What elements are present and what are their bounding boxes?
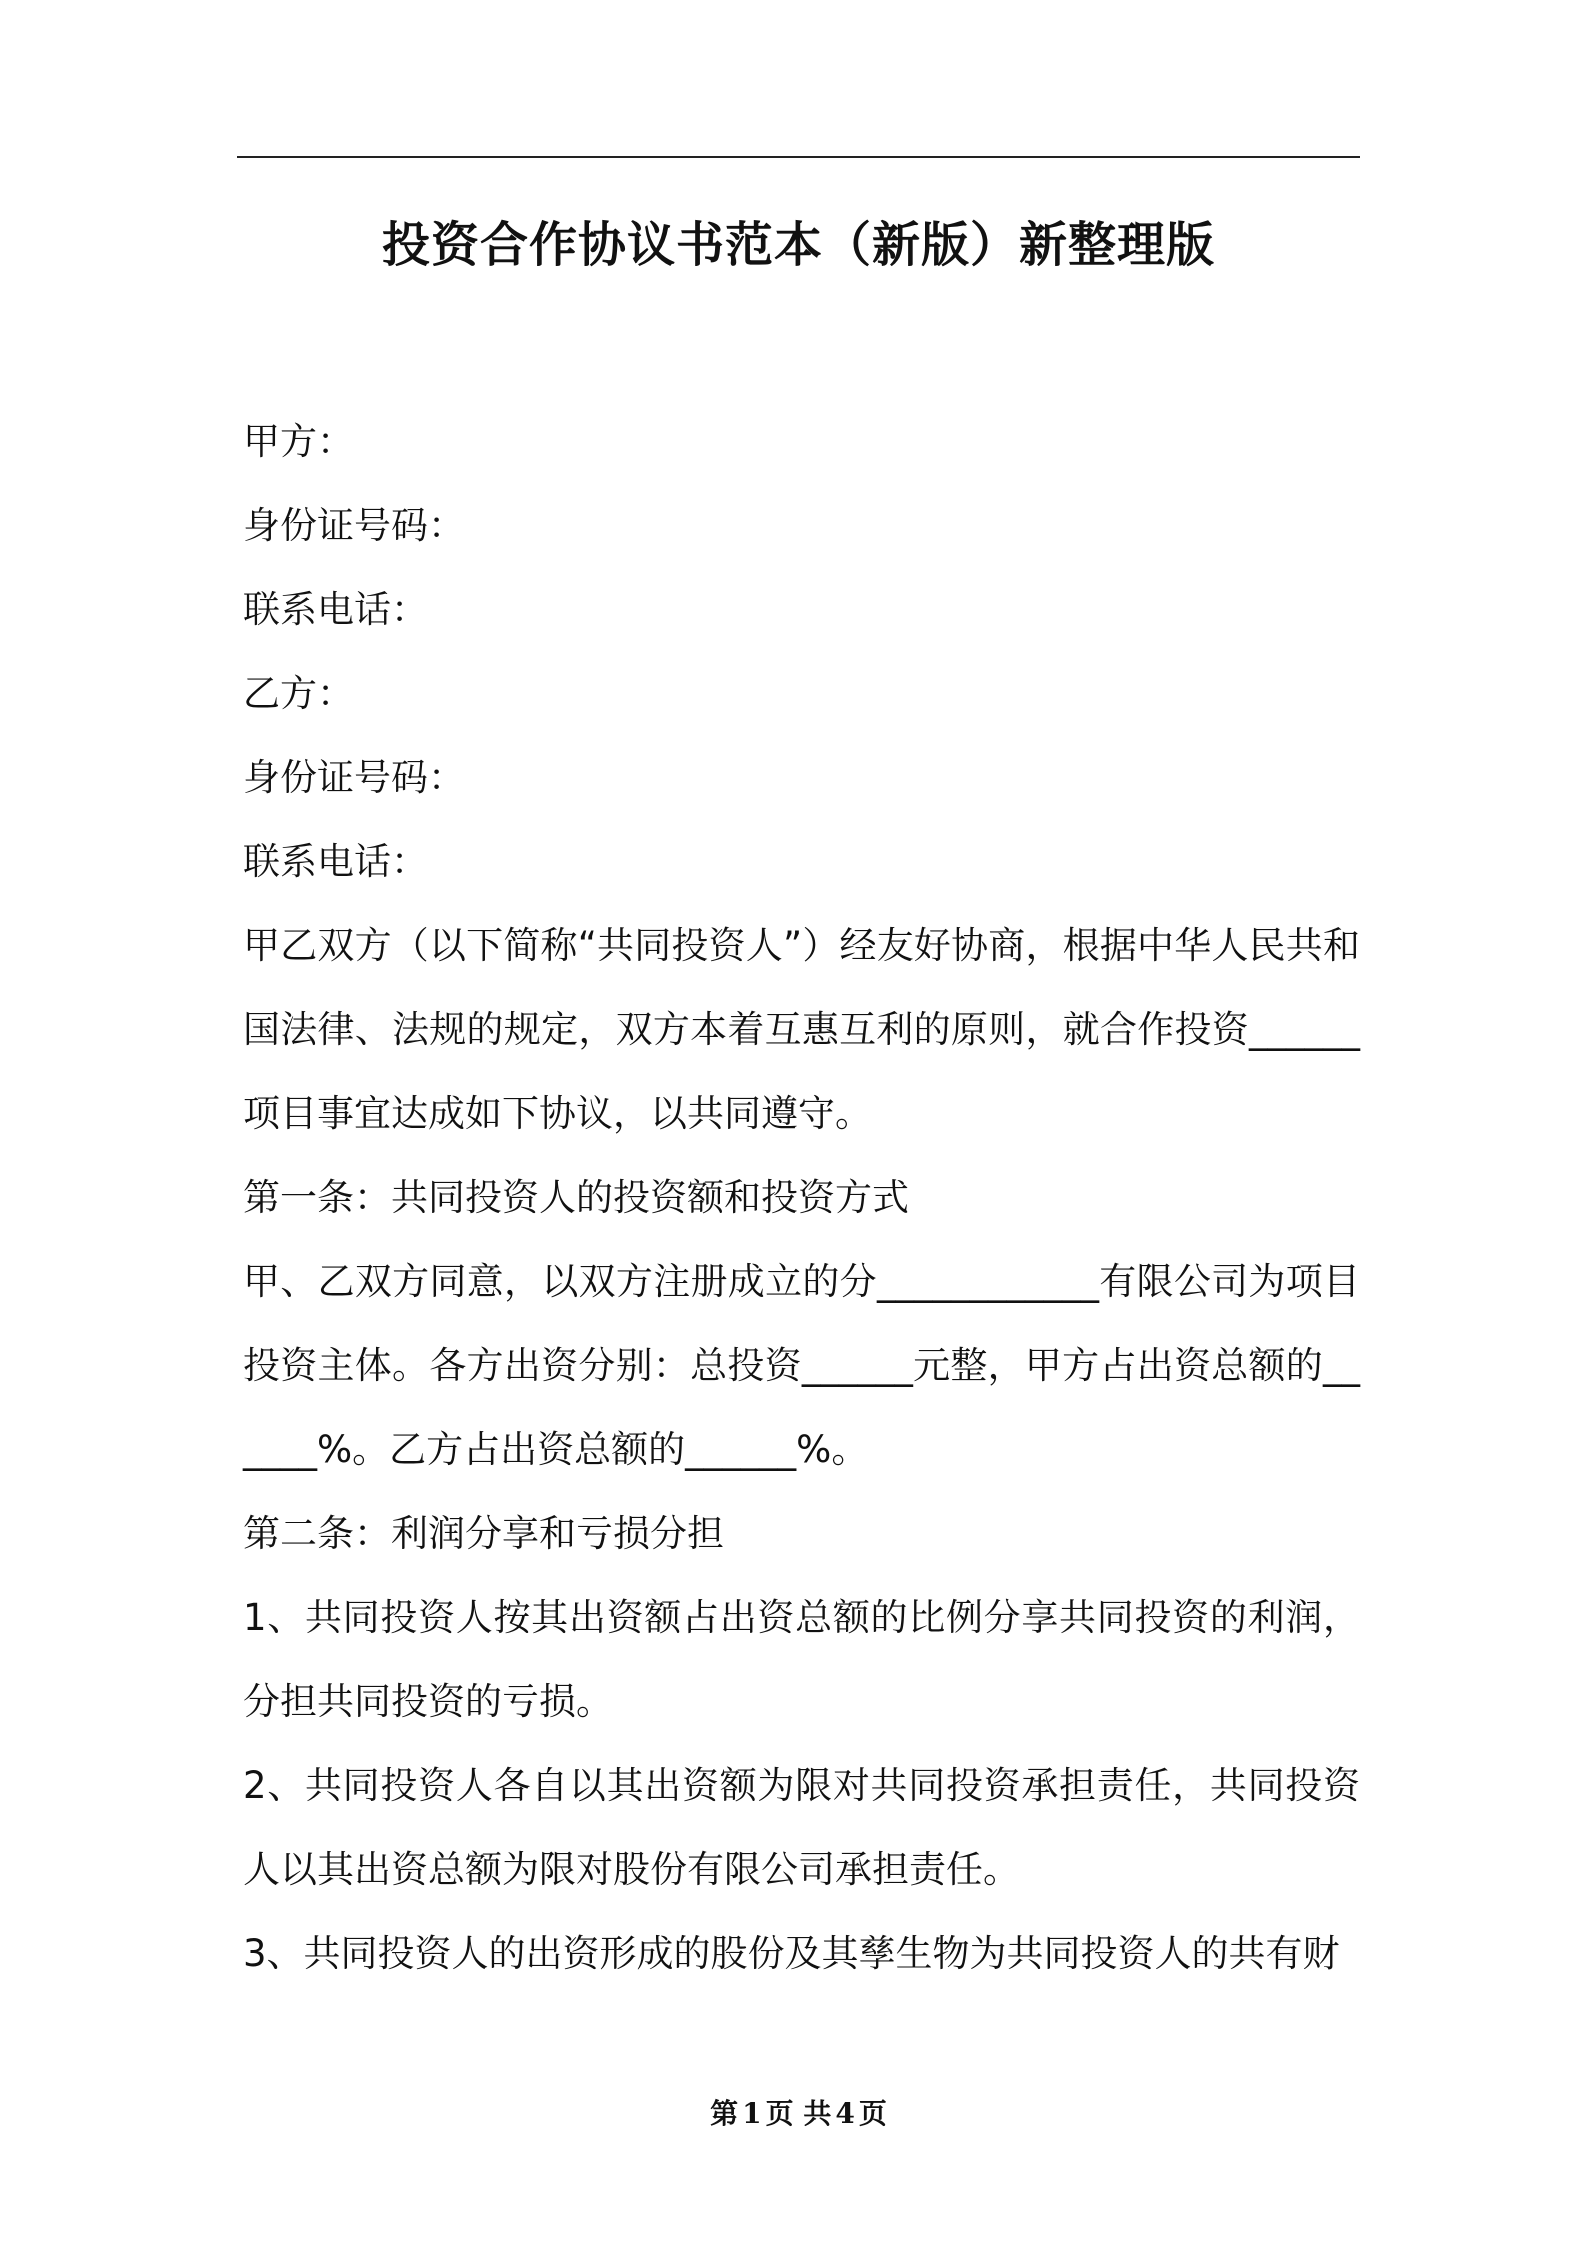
article-1-paragraph: 甲、乙双方同意，以双方注册成立的分____________有限公司为项目投资主体。各方出资分别：总投资______元整，甲方占出资总额的______%。乙方占出资总额的______%。	[243, 1260, 1360, 1471]
article-1-heading: 第一条：共同投资人的投资额和投资方式	[243, 1176, 909, 1219]
footer-total-pages: 4	[835, 2097, 855, 2130]
document-body	[243, 400, 1360, 1996]
party-a-phone-label: 联系电话：	[243, 588, 428, 631]
party-b-label: 乙方：	[243, 672, 354, 715]
preamble-paragraph: 甲乙双方（以下简称“共同投资人”）经友好协商，根据中华人民共和国法律、法规的规定，双方本着互惠互利的原则，就合作投资______项目事宜达成如下协议，以共同遵守。	[243, 924, 1360, 1135]
footer-middle: 页 共	[765, 2097, 832, 2130]
header-rule	[237, 156, 1360, 158]
party-b-phone-label: 联系电话：	[243, 840, 428, 883]
article-2-item-1: 1、共同投资人按其出资额占出资总额的比例分享共同投资的利润，分担共同投资的亏损。	[243, 1596, 1360, 1723]
page-footer	[237, 2094, 1360, 2134]
article-2-heading: 第二条：利润分享和亏损分担	[243, 1512, 724, 1555]
party-b-id-label: 身份证号码：	[243, 756, 465, 799]
footer-page-number: 1	[742, 2097, 762, 2130]
article-2-item-3: 3、共同投资人的出资形成的股份及其孳生物为共同投资人的共有财	[243, 1932, 1340, 1975]
footer-prefix: 第	[710, 2097, 739, 2130]
article-2-item-2: 2、共同投资人各自以其出资额为限对共同投资承担责任，共同投资人以其出资总额为限对股份有限公司承担责任。	[243, 1764, 1360, 1891]
party-a-label: 甲方：	[243, 420, 354, 463]
party-a-id-label: 身份证号码：	[243, 504, 465, 547]
document-title: 投资合作协议书范本（新版）新整理版	[381, 217, 1215, 273]
footer-suffix: 页	[858, 2097, 887, 2130]
